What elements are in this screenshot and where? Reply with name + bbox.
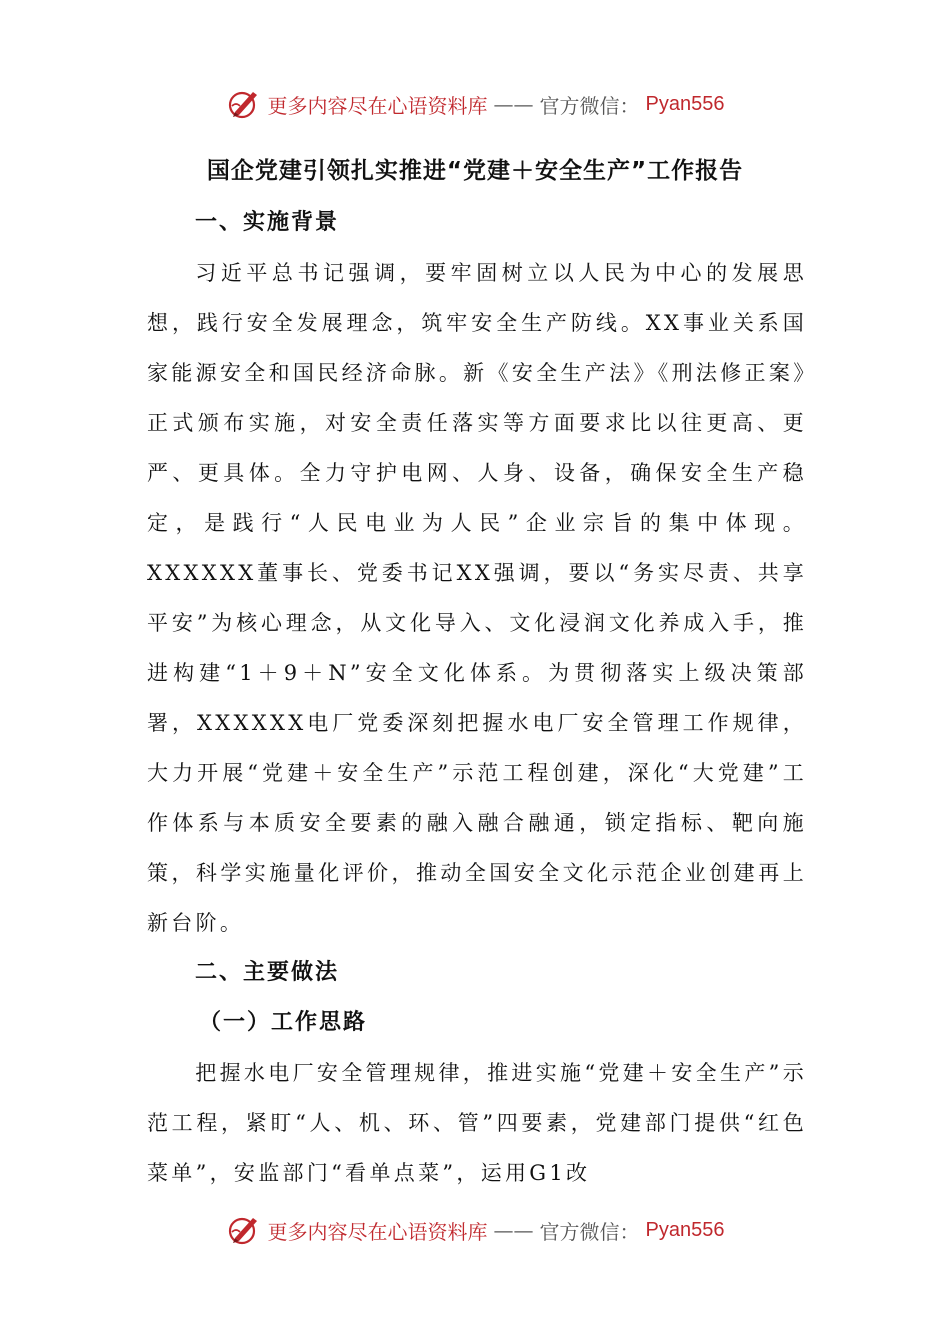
section-heading-background: 一、实施背景 [195,210,340,235]
background-paragraph: 习近平总书记强调，要牢固树立以人民为中心的发展思想，践行安全发展理念，筑牢安全生产防线。XX事业关系国家能源安全和国民经济命脉。新《安全生产法》《刑法修正案》正式颁布实施，对安全责任落实等方面要求比以往更高、更严、更具体。全力守护电网、人身、设备，确保安全生产稳定，是践行“人民电业为人民”企业宗旨的集中体现。XXXXXX董事长、党委书记XX强调，要以“务实尽责、共享平安”为核心理念，从文化导入、文化浸润文化养成入手，推进构建“1＋9＋N”安全文化体系。为贯彻落实上级决策部署，XXXXXX电厂党委深刻把握水电厂安全管理工作规律，大力开展“党建＋安全生产”示范工程创建，深化“大党建”工作体系与本质安全要素的融入融合融通，锁定指标、靶向施策，科学实施量化评价，推动全国安全文化示范企业创建再上新台阶。 [147,261,807,935]
document-body [147,198,807,1198]
watermark-sub-text: 官方微信： [539,1219,640,1244]
watermark-wechat-id: Pyan556 [645,1218,725,1241]
pen-logo-icon [226,86,262,122]
section-heading-main-practices: 二、主要做法 [195,960,340,985]
work-approach-paragraph: 把握水电厂安全管理规律，推进实施“党建＋安全生产”示范工程，紧盯“人、机、环、管”四要素，党建部门提供“红色菜单”，安监部门“看单点菜”，运用G1改 [147,1061,807,1185]
watermark-sub-text: 官方微信： [539,93,640,118]
pen-logo-icon [226,1212,262,1248]
document-title: 国企党建引领扎实推进“党建＋安全生产”工作报告 [206,158,744,184]
subsection-heading-work-approach: （一）工作思路 [199,1010,368,1035]
watermark-dash: —— [493,1218,534,1242]
header-watermark-banner [0,84,950,124]
watermark-main-text: 更多内容尽在心语资料库 [267,93,488,118]
watermark-dash: —— [493,92,534,116]
watermark-wechat-id: Pyan556 [645,92,725,115]
watermark-main-text: 更多内容尽在心语资料库 [267,1219,488,1244]
footer-watermark-banner [0,1210,950,1250]
